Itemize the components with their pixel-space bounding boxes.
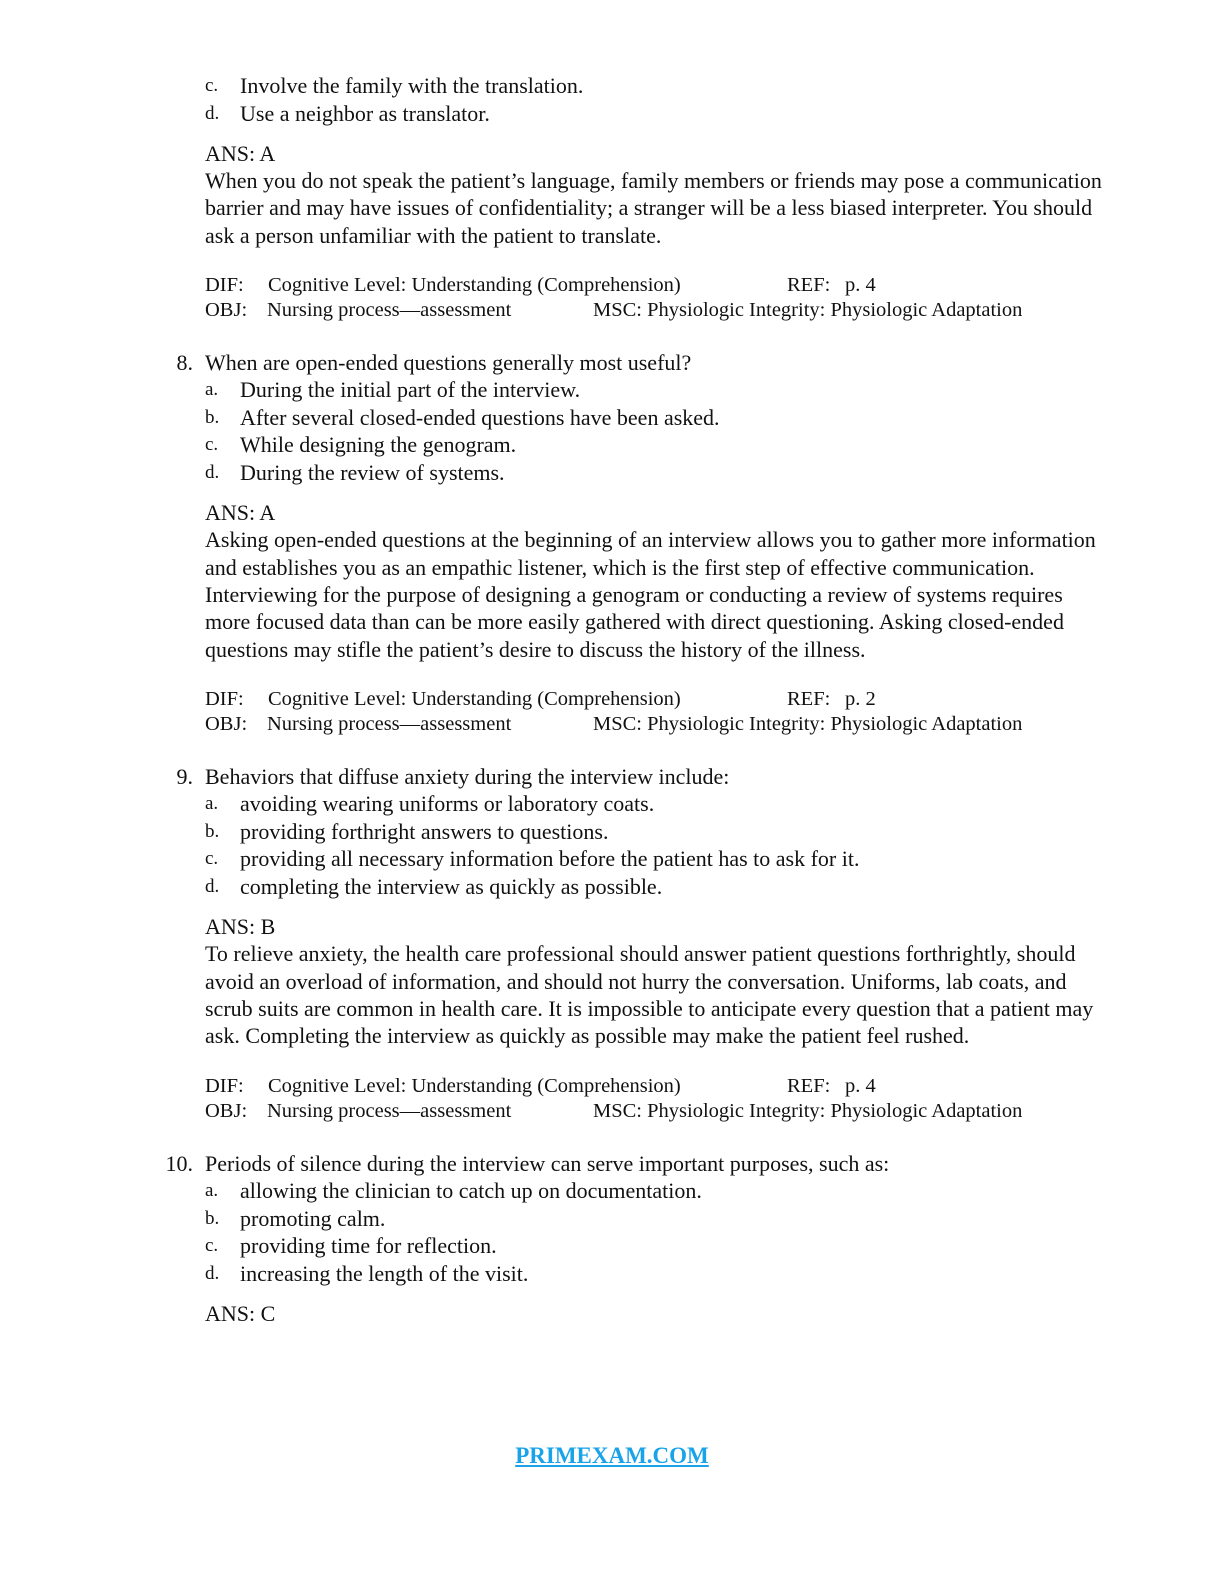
dif-value: Cognitive Level: Understanding (Comprehension) [268, 1074, 681, 1097]
msc-value: MSC: Physiologic Integrity: Physiologic Adaptation [593, 712, 1023, 735]
option-letter: c. [205, 434, 219, 456]
answer: ANS: A [205, 500, 276, 526]
option-text: allowing the clinician to catch up on documentation. [240, 1178, 702, 1204]
question-number: 9. [176, 763, 193, 789]
option-letter: a. [205, 793, 219, 815]
option-letter: c. [205, 848, 219, 870]
option-letter: d. [205, 461, 220, 483]
option-letter: b. [205, 820, 220, 842]
obj-label: OBJ: [205, 1099, 248, 1122]
dif-label: DIF: [205, 273, 244, 296]
option-letter: a. [205, 379, 219, 401]
option-letter: b. [205, 406, 220, 428]
question-stem: When are open-ended questions generally most useful? [205, 349, 692, 375]
option-d [205, 459, 1224, 487]
rationale: When you do not speak the patient’s language, family members or friends may pose a communication barrier and may have issues of confidentiality; a stranger will be a less biased interpreter. You should ask a person unfamiliar with the patient to translate. [205, 168, 1102, 248]
rationale: To relieve anxiety, the health care professional should answer patient questions forthrightly, should avoid an overload of information, and should not hurry the conversation. Uniforms, lab coats, and scrub suits are common in health care. It is impossible to anticipate every question that a patient may ask. Completing the interview as quickly as possible may make the patient feel rushed. [205, 941, 1094, 1049]
ref-value: p. 4 [845, 273, 876, 296]
option-d [205, 100, 1224, 128]
option-text: providing all necessary information before the patient has to ask for it. [240, 846, 860, 872]
dif-label: DIF: [205, 687, 244, 710]
option-text: promoting calm. [240, 1205, 386, 1231]
rationale: Asking open-ended questions at the beginning of an interview allows you to gather more information and establishes you as an empathic listener, which is the first step of effective communication. Interviewing for the purpose of designing a genogram or conducting a review of systems requires more focused data than can be more easily gathered with direct questioning. Asking closed-ended questions may stifle the patient’s desire to discuss the history of the illness. [205, 527, 1096, 662]
option-b [205, 404, 1224, 432]
option-d [205, 1260, 1224, 1288]
option-a [205, 790, 1224, 818]
ref-label: REF: [787, 273, 831, 296]
option-letter: d. [205, 102, 220, 124]
dif-value: Cognitive Level: Understanding (Comprehension) [268, 687, 681, 710]
obj-value: Nursing process—assessment [267, 298, 512, 321]
option-letter: b. [205, 1207, 220, 1229]
obj-label: OBJ: [205, 712, 248, 735]
option-text: providing forthright answers to questions. [240, 818, 609, 844]
question-10 [0, 1150, 1224, 1328]
option-letter: a. [205, 1180, 219, 1202]
question-metadata [205, 273, 1224, 324]
question-9 [0, 763, 1224, 1125]
msc-value: MSC: Physiologic Integrity: Physiologic Adaptation [593, 298, 1023, 321]
option-text: During the review of systems. [240, 459, 505, 485]
obj-value: Nursing process—assessment [267, 712, 512, 735]
option-letter: d. [205, 875, 220, 897]
option-c [205, 72, 1224, 100]
ref-label: REF: [787, 1074, 831, 1097]
option-c [205, 845, 1224, 873]
obj-value: Nursing process—assessment [267, 1099, 512, 1122]
option-text: providing time for reflection. [240, 1233, 497, 1259]
dif-value: Cognitive Level: Understanding (Comprehension) [268, 273, 681, 296]
answer: ANS: C [205, 1301, 276, 1327]
obj-label: OBJ: [205, 298, 248, 321]
question-number: 10. [165, 1150, 193, 1176]
answer: ANS: B [205, 914, 276, 940]
dif-label: DIF: [205, 1074, 244, 1097]
option-text: Involve the family with the translation. [240, 73, 584, 98]
ref-value: p. 4 [845, 1074, 876, 1097]
document-page [0, 72, 1224, 1327]
ref-label: REF: [787, 687, 831, 710]
option-text: Use a neighbor as translator. [240, 100, 490, 126]
question-7 [0, 72, 1224, 324]
option-a [205, 1177, 1224, 1205]
option-a [205, 376, 1224, 404]
option-text: After several closed-ended questions have been asked. [240, 404, 720, 430]
option-text: avoiding wearing uniforms or laboratory coats. [240, 791, 655, 817]
option-letter: c. [205, 1235, 219, 1257]
option-text: While designing the genogram. [240, 432, 517, 458]
option-b [205, 1205, 1224, 1233]
option-letter: c. [205, 75, 219, 96]
option-text: During the initial part of the interview. [240, 377, 581, 403]
option-b [205, 818, 1224, 846]
option-c [205, 1232, 1224, 1260]
answer: ANS: A [205, 141, 276, 166]
question-metadata [205, 687, 1224, 738]
option-text: completing the interview as quickly as possible. [240, 873, 663, 899]
footer [0, 1443, 1224, 1469]
question-stem: Behaviors that diffuse anxiety during the interview include: [205, 763, 730, 789]
option-text: increasing the length of the visit. [240, 1260, 529, 1286]
question-number: 8. [176, 349, 193, 375]
question-stem: Periods of silence during the interview can serve important purposes, such as: [205, 1150, 890, 1176]
option-d [205, 873, 1224, 901]
question-8 [0, 349, 1224, 738]
primexam-link[interactable]: PRIMEXAM.COM [515, 1443, 709, 1468]
ref-value: p. 2 [845, 687, 876, 710]
option-letter: d. [205, 1262, 220, 1284]
msc-value: MSC: Physiologic Integrity: Physiologic Adaptation [593, 1099, 1023, 1122]
question-metadata [205, 1074, 1224, 1125]
option-c [205, 431, 1224, 459]
